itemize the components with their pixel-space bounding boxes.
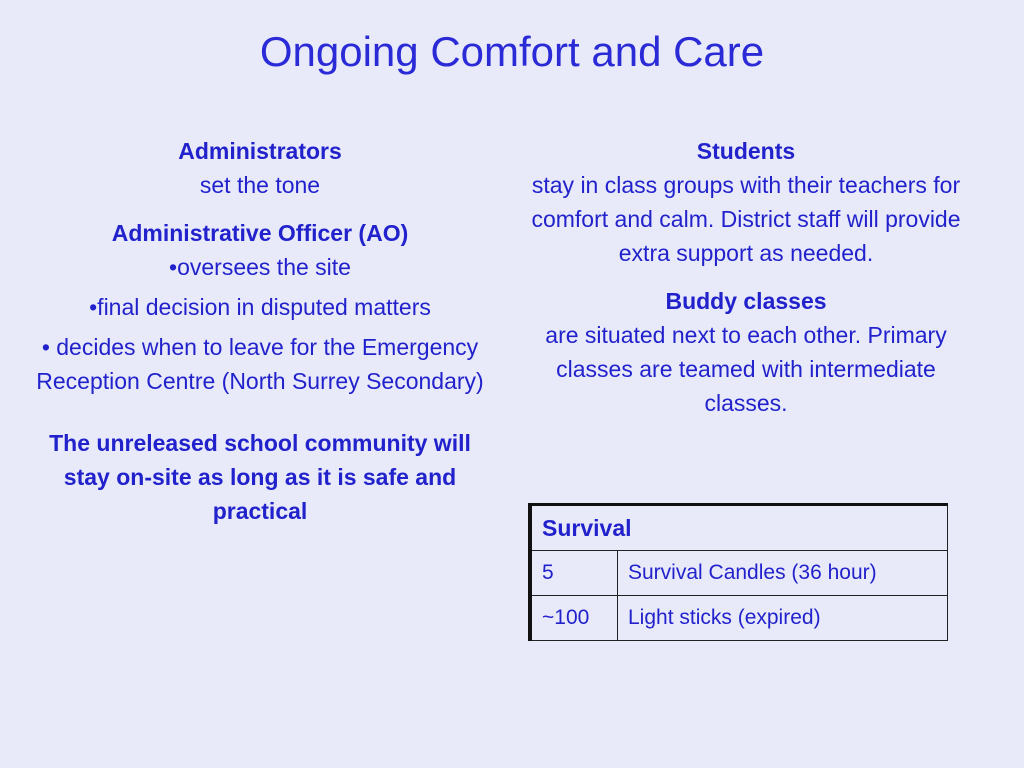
ao-point: • decides when to leave for the Emergency Reception Centre (North Surrey Secondary): [36, 334, 484, 394]
students-heading: Students: [696, 138, 796, 164]
table-row: [530, 596, 948, 641]
buddy-text: are situated next to each other. Primary classes are teamed with intermediate classes.: [545, 322, 947, 416]
administrators-heading: Administrators: [178, 138, 342, 164]
survival-table: [528, 503, 948, 641]
table-header-row: [530, 505, 948, 551]
item-cell: Survival Candles (36 hour): [618, 551, 948, 596]
left-column: [30, 134, 490, 528]
slide-title: Ongoing Comfort and Care: [259, 28, 765, 75]
quantity-cell: ~100: [530, 596, 618, 641]
ao-point: •oversees the site: [169, 254, 351, 280]
buddy-heading: Buddy classes: [665, 288, 827, 314]
quantity-cell: 5: [530, 551, 618, 596]
closing-statement: The unreleased school community will stay on-site as long as it is safe and practical: [49, 430, 471, 524]
ao-point: •final decision in disputed matters: [89, 294, 431, 320]
table-row: [530, 551, 948, 596]
table-header: Survival: [530, 505, 948, 551]
right-column: [520, 134, 972, 434]
ao-heading: Administrative Officer (AO): [111, 220, 409, 246]
students-text: stay in class groups with their teachers for comfort and calm. District staff will provide extra support as needed.: [531, 172, 961, 266]
administrators-text: set the tone: [199, 172, 321, 198]
item-cell: Light sticks (expired): [618, 596, 948, 641]
